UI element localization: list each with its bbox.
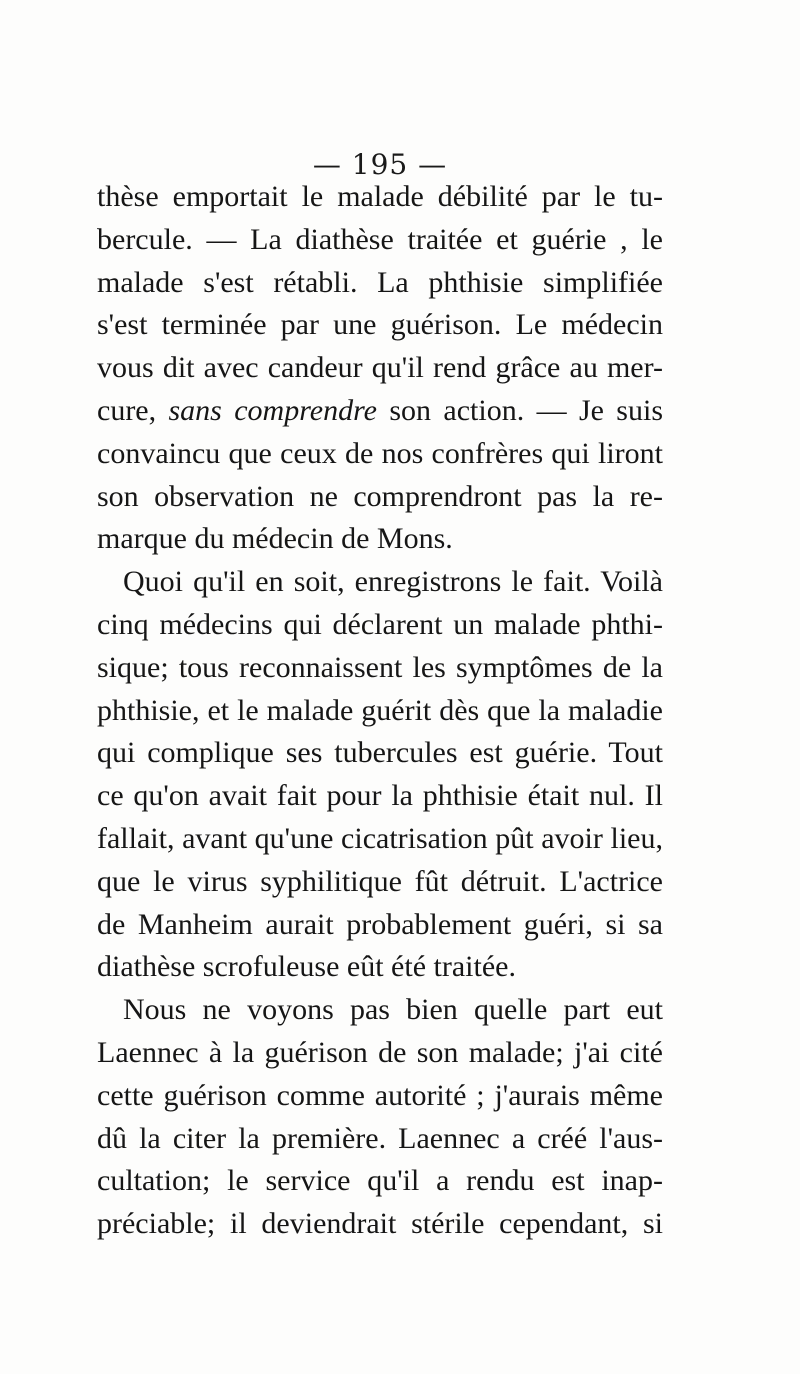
text-line: s'est terminée par une guérison. Le médecin bbox=[97, 308, 663, 342]
text-line: fallait, avant qu'une cicatrisation pût avoir lieu, bbox=[97, 821, 663, 855]
text-line: dû la citer la première. Laennec a créé l'aus- bbox=[97, 1121, 663, 1155]
text-run: cure, bbox=[97, 393, 169, 427]
text-line: bercule. — La diathèse traitée et guérie , le bbox=[97, 222, 663, 256]
page-number: — 195 — bbox=[312, 148, 448, 181]
text-line: Laennec à la guérison de son malade; j'ai cité bbox=[97, 1035, 663, 1069]
text-line: thèse emportait le malade débilité par le tu- bbox=[97, 180, 663, 213]
text-line: diathèse scrofuleuse eût été traitée. bbox=[97, 950, 516, 984]
text-line: qui complique ses tubercules est guérie. Tout bbox=[97, 736, 663, 770]
text-line: Nous ne voyons pas bien quelle part eut bbox=[123, 993, 663, 1027]
text-line: Quoi qu'il en soit, enregistrons le fait. Voilà bbox=[123, 565, 663, 599]
text-line: son observation ne comprendront pas la re- bbox=[97, 479, 663, 513]
body-text bbox=[97, 176, 663, 1246]
text-line: phthisie, et le malade guérit dès que la maladie bbox=[97, 693, 663, 727]
text-line bbox=[97, 390, 663, 433]
italic-phrase: sans comprendre bbox=[168, 393, 377, 427]
text-line: cinq médecins qui déclarent un malade phthi- bbox=[97, 607, 663, 641]
text-line: vous dit avec candeur qu'il rend grâce au mer- bbox=[97, 351, 663, 385]
text-line: convaincu que ceux de nos confrères qui liront bbox=[97, 436, 663, 470]
text-line: cette guérison comme autorité ; j'aurais même bbox=[97, 1078, 663, 1112]
text-line: sique; tous reconnaissent les symptômes de la bbox=[97, 650, 663, 684]
text-run: son action. — Je suis bbox=[376, 393, 663, 427]
text-line: marque du médecin de Mons. bbox=[97, 522, 453, 556]
text-line: cultation; le service qu'il a rendu est inap- bbox=[97, 1164, 663, 1198]
text-line: malade s'est rétabli. La phthisie simplifiée bbox=[97, 265, 663, 299]
text-line: ce qu'on avait fait pour la phthisie était nul. Il bbox=[97, 779, 663, 813]
text-line: que le virus syphilitique fût détruit. L'actrice bbox=[97, 864, 663, 898]
text-line: de Manheim aurait probablement guéri, si sa bbox=[97, 907, 663, 941]
text-line: préciable; il deviendrait stérile cependant, si bbox=[97, 1207, 663, 1241]
